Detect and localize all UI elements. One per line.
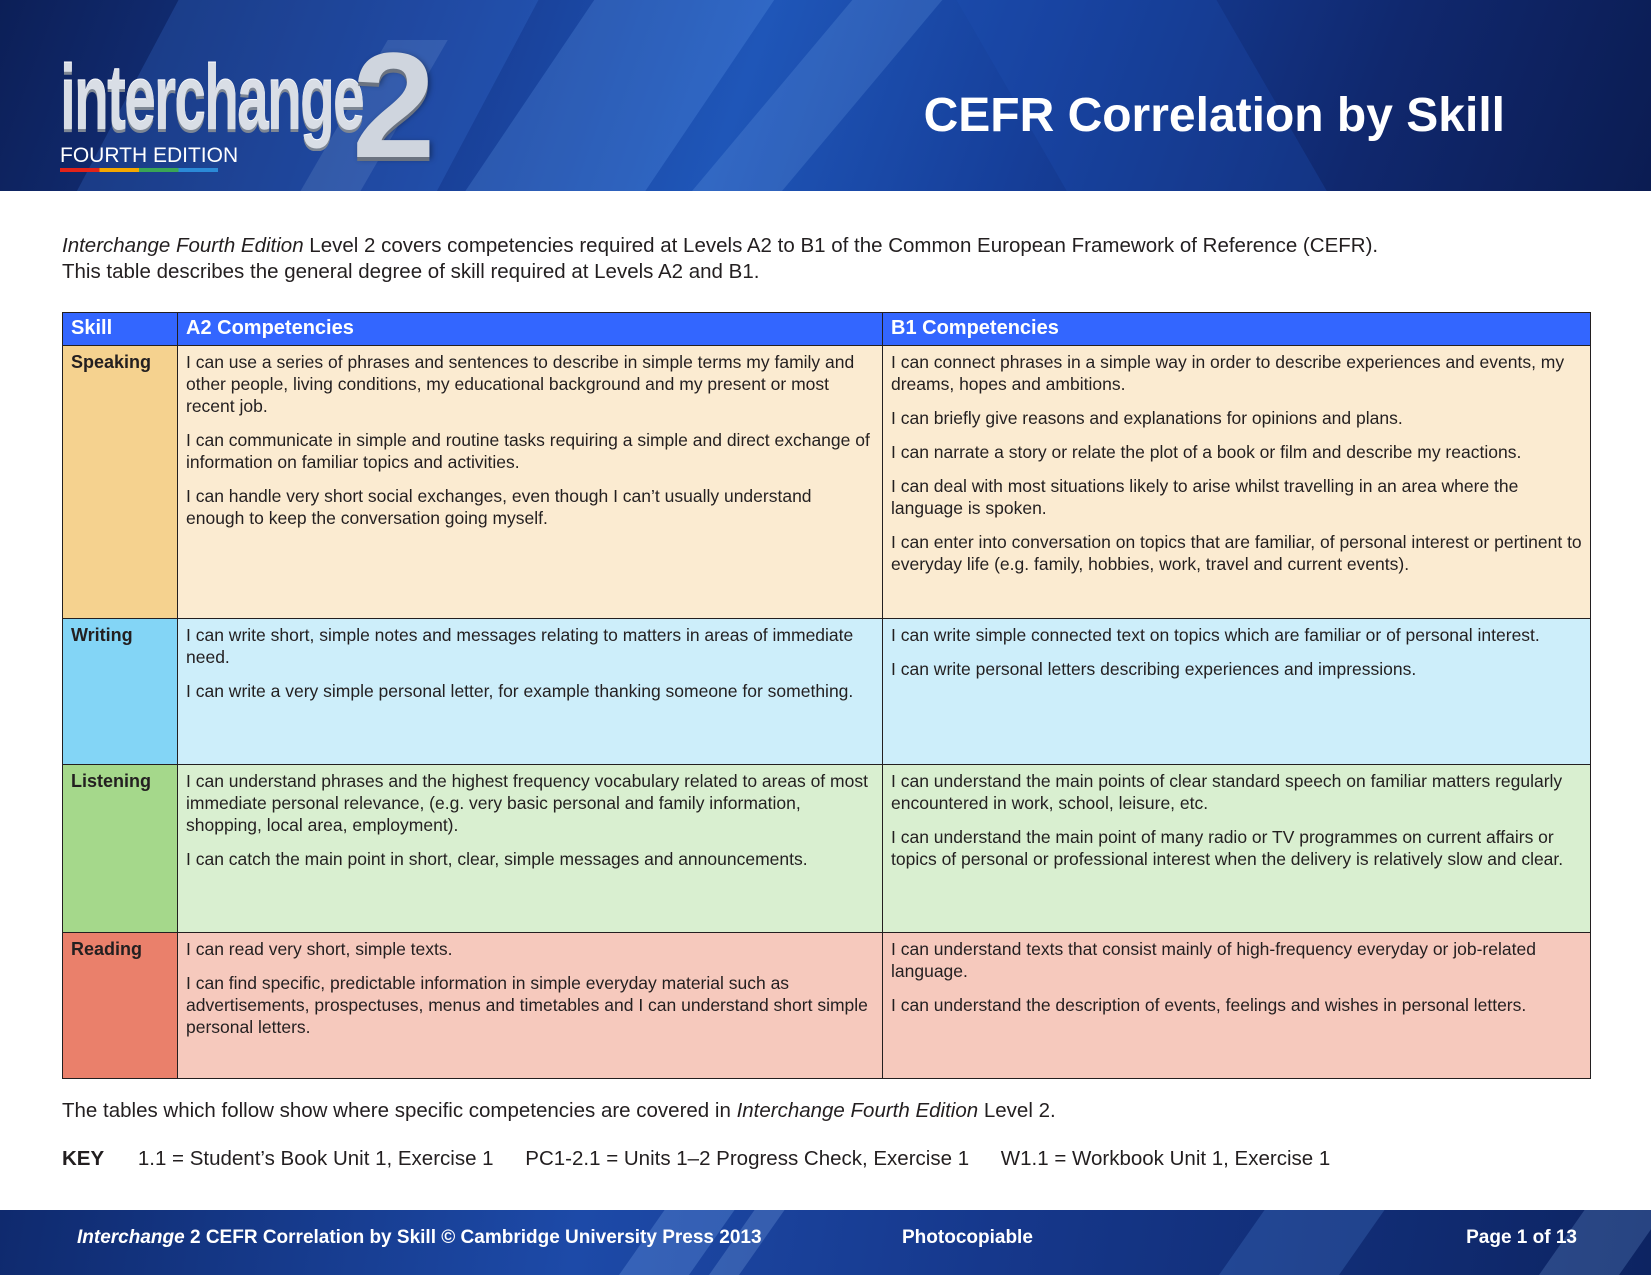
footer-copyright-rest: 2 CEFR Correlation by Skill © Cambridge University Press 2013 (184, 1227, 762, 1248)
follow-note (62, 1099, 1056, 1123)
interchange-logo (60, 21, 480, 189)
table-header-row (63, 313, 1591, 346)
competency-text: I can handle very short social exchanges, even though I can’t usually understand enough to keep the conversation going myself. (186, 486, 812, 528)
competency-text: I can write personal letters describing experiences and impressions. (891, 659, 1417, 679)
competency-text: I can find specific, predictable information in simple everyday material such as advertisements, prospectuses, menus and timetables and I can understand short simple personal letters. (186, 973, 868, 1037)
competency-text: I can briefly give reasons and explanations for opinions and plans. (891, 408, 1403, 428)
footer-copyright (77, 1227, 762, 1249)
table-row-speaking (63, 346, 1591, 619)
header-banner (0, 0, 1651, 191)
follow-note-after: Level 2. (978, 1099, 1056, 1122)
skill-cell: Writing (63, 619, 178, 765)
key-item: 1.1 = Student’s Book Unit 1, Exercise 1 (137, 1147, 494, 1170)
page-number: Page 1 of 13 (1466, 1227, 1577, 1248)
intro-line-2: This table describes the general degree of skill required at Levels A2 and B1. (62, 260, 760, 283)
b1-cell (883, 346, 1591, 619)
competency-text: I can write a very simple personal letter, for example thanking someone for something. (186, 681, 854, 701)
logo-edition: FOURTH EDITION (60, 144, 239, 167)
follow-note-before: The tables which follow show where specific competencies are covered in (62, 1099, 737, 1122)
table-row-writing (63, 619, 1591, 765)
skill-cell: Listening (63, 765, 178, 933)
key-item: PC1-2.1 = Units 1–2 Progress Check, Exercise 1 (525, 1147, 970, 1170)
key-item: W1.1 = Workbook Unit 1, Exercise 1 (1000, 1147, 1331, 1170)
intro-line-1-rest: Level 2 covers competencies required at Levels A2 to B1 of the Common European Framework of Reference (CEFR). (303, 234, 1379, 257)
intro-line-1 (62, 233, 1582, 259)
footer-decoration (1208, 1210, 1391, 1275)
key-label: KEY (62, 1147, 105, 1170)
page-footer (0, 1210, 1651, 1275)
header-b1: B1 Competencies (883, 313, 1591, 346)
footer-book-title: Interchange (77, 1227, 185, 1248)
skill-cell: Speaking (63, 346, 178, 619)
cefr-competencies-table (62, 312, 1591, 1079)
competency-text: I can read very short, simple texts. (186, 939, 453, 959)
competency-text: I can narrate a story or relate the plot of a book or film and describe my reactions. (891, 442, 1522, 462)
intro-book-title: Interchange Fourth Edition (62, 234, 304, 257)
competency-text: I can understand the description of events, feelings and wishes in personal letters. (891, 995, 1527, 1015)
competency-text: I can enter into conversation on topics that are familiar, of personal interest or pertinent to everyday life (e.g. family, hobbies, work, travel and current events). (891, 532, 1582, 574)
header-skill: Skill (63, 313, 178, 346)
a2-cell (178, 765, 883, 933)
a2-cell (178, 933, 883, 1079)
header-a2: A2 Competencies (178, 313, 883, 346)
logo-level-number: 2 (352, 21, 436, 189)
competency-text: I can understand phrases and the highest frequency vocabulary related to areas of most immediate personal relevance, (e.g. very basic personal and family information, shopping, local area, employment). (186, 771, 868, 835)
logo-wordmark: interchange (60, 47, 363, 149)
table-row-reading (63, 933, 1591, 1079)
footer-photocopiable: Photocopiable (902, 1227, 1033, 1248)
logo-color-stripe (60, 168, 218, 172)
competency-text: I can communicate in simple and routine tasks requiring a simple and direct exchange of information on familiar topics and activities. (186, 430, 870, 472)
competency-text: I can understand the main point of many radio or TV programmes on current affairs or topics of personal or professional interest when the delivery is relatively slow and clear. (891, 827, 1564, 869)
competency-text: I can write short, simple notes and messages relating to matters in areas of immediate need. (186, 625, 854, 667)
intro-text (62, 233, 1582, 285)
table-row-listening (63, 765, 1591, 933)
b1-cell (883, 933, 1591, 1079)
b1-cell (883, 619, 1591, 765)
competency-text: I can connect phrases in a simple way in order to describe experiences and events, my dreams, hopes and ambitions. (891, 352, 1565, 394)
follow-note-book-title: Interchange Fourth Edition (736, 1099, 979, 1122)
a2-cell (178, 619, 883, 765)
competency-text: I can deal with most situations likely to arise whilst travelling in an area where the language is spoken. (891, 476, 1519, 518)
b1-cell (883, 765, 1591, 933)
competency-text: I can catch the main point in short, clear, simple messages and announcements. (186, 849, 808, 869)
key-legend (62, 1147, 1356, 1171)
competency-text: I can write simple connected text on topics which are familiar or of personal interest. (891, 625, 1540, 645)
a2-cell (178, 346, 883, 619)
competency-text: I can understand the main points of clear standard speech on familiar matters regularly encountered in work, school, leisure, etc. (891, 771, 1563, 813)
competency-text: I can use a series of phrases and sentences to describe in simple terms my family and other people, living conditions, my educational background and my present or most recent job. (186, 352, 855, 416)
page-title: CEFR Correlation by Skill (923, 89, 1505, 142)
skill-cell: Reading (63, 933, 178, 1079)
competency-text: I can understand texts that consist mainly of high-frequency everyday or job-related language. (891, 939, 1536, 981)
